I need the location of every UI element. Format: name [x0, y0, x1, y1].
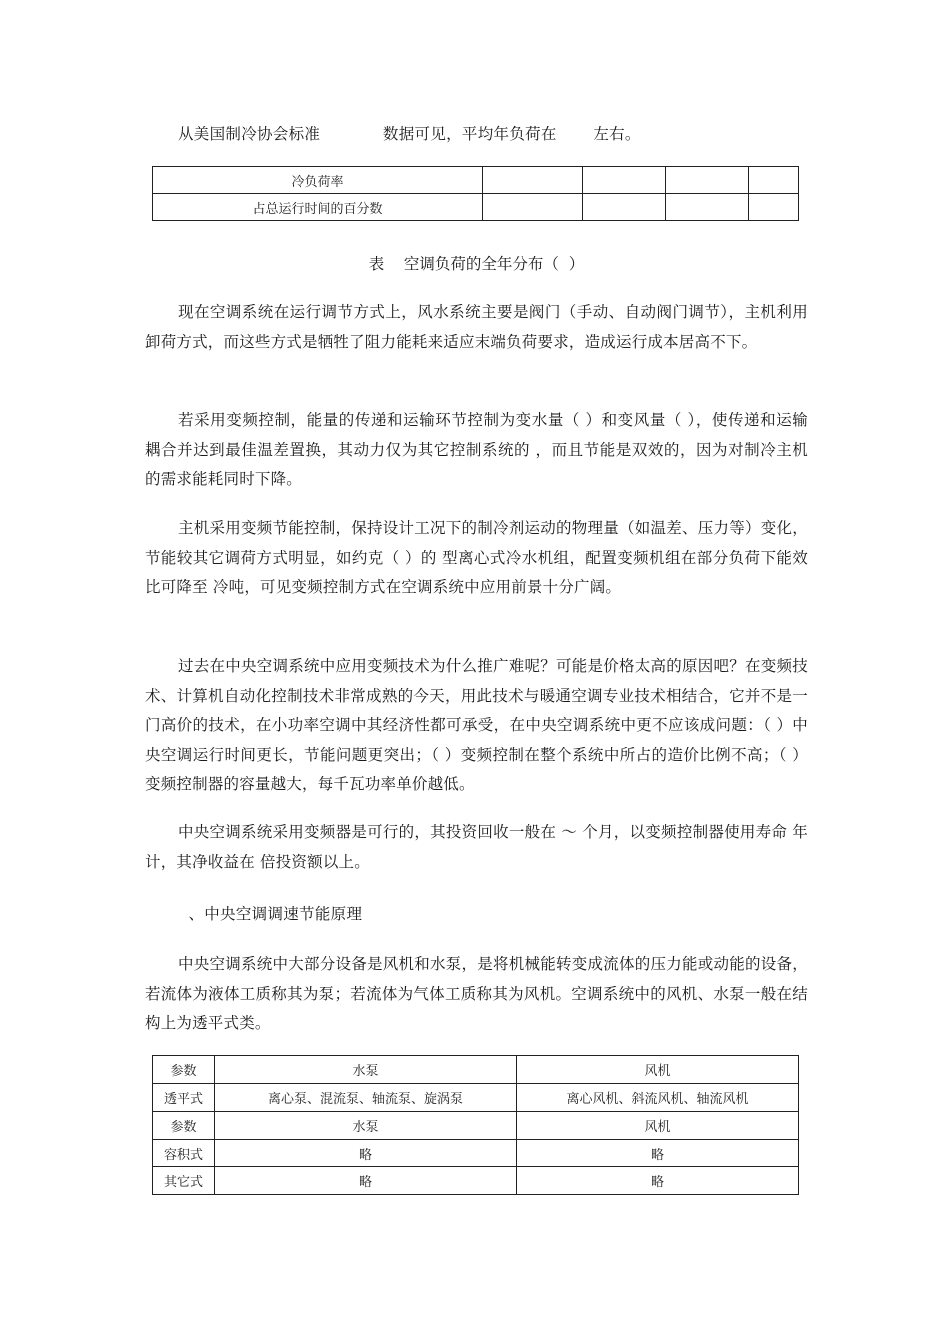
param-cell: 容积式	[153, 1140, 215, 1167]
paragraph-fans-pumps: 中央空调系统中大部分设备是风机和水泵，是将机械能转变成流体的压力能或动能的设备，若流体为液体工质称其为泵；若流体为气体工质称其为风机。空调系统中的风机、水泵一般在结构上为透平式类。	[145, 955, 808, 1032]
intro-line: 从美国制冷协会标准 数据可见，平均年负荷在 左右。	[178, 125, 641, 143]
table-row	[153, 1056, 799, 1084]
table-row	[153, 1112, 799, 1140]
fan-cell: 略	[517, 1140, 799, 1167]
table-row	[153, 1167, 799, 1195]
table-cell	[483, 194, 583, 221]
row-label: 冷负荷率	[153, 167, 483, 194]
pump-cell: 略	[215, 1167, 517, 1195]
load-distribution-table	[152, 166, 799, 221]
paragraph-variable-frequency: 若采用变频控制，能量的传递和运输环节控制为变水量（ ）和变风量（ ），使传递和运输耦合并达到最佳温差置换，其动力仅为其它控制系统的 ，而且节能是双效的，因为对制冷主机的需求能耗同时下降。	[145, 411, 808, 488]
param-cell: 参数	[153, 1056, 215, 1084]
fan-cell: 略	[517, 1167, 799, 1195]
paragraph-valve-control: 现在空调系统在运行调节方式上，风水系统主要是阀门（手动、自动阀门调节），主机利用卸荷方式，而这些方式是牺牲了阻力能耗来适应末端负荷要求，造成运行成本居高不下。	[145, 303, 808, 351]
fan-cell: 风机	[517, 1056, 799, 1084]
table-cell	[583, 194, 666, 221]
table-cell	[749, 167, 799, 194]
paragraph-payback: 中央空调系统采用变频器是可行的，其投资回收一般在 ～ 个月，以变频控制器使用寿命 年计，其净收益在 倍投资额以上。	[145, 823, 808, 871]
section-heading: 、中央空调调速节能原理	[178, 905, 363, 923]
param-cell: 透平式	[153, 1084, 215, 1112]
param-cell: 参数	[153, 1112, 215, 1140]
table-cell	[483, 167, 583, 194]
pump-cell: 略	[215, 1140, 517, 1167]
pump-cell: 水泵	[215, 1112, 517, 1140]
fan-cell: 风机	[517, 1112, 799, 1140]
pump-cell: 离心泵、混流泵、轴流泵、旋涡泵	[215, 1084, 517, 1112]
table-cell	[583, 167, 666, 194]
row-label: 占总运行时间的百分数	[153, 194, 483, 221]
pump-cell: 水泵	[215, 1056, 517, 1084]
table-row	[153, 1084, 799, 1112]
paragraph-host-control: 主机采用变频节能控制，保持设计工况下的制冷剂运动的物理量（如温差、压力等）变化，节能较其它调荷方式明显，如约克（ ）的 型离心式冷水机组，配置变频机组在部分负荷下能效比可降至 冷吨，可见变频控制方式在空调系统中应用前景十分广阔。	[145, 519, 808, 596]
paragraph-promotion: 过去在中央空调系统中应用变频技术为什么推广难呢？可能是价格太高的原因吧？在变频技术、计算机自动化控制技术非常成熟的今天，用此技术与暖通空调专业技术相结合，它并不是一门高价的技术，在小功率空调中其经济性都可承受，在中央空调系统中更不应该成问题：（ ）中央空调运行时间更长，节能问题更突出；（ ）变频控制在整个系统中所占的造价比例不高；（ ）变频控制器的容量越大，每千瓦功率单价越低。	[145, 657, 808, 793]
table-cell	[666, 167, 749, 194]
table-row	[153, 1140, 799, 1167]
fan-cell: 离心风机、斜流风机、轴流风机	[517, 1084, 799, 1112]
table-caption: 表 空调负荷的全年分布（ ）	[368, 255, 585, 273]
table-row	[153, 194, 799, 221]
table-cell	[666, 194, 749, 221]
equipment-type-table	[152, 1055, 799, 1195]
param-cell: 其它式	[153, 1167, 215, 1195]
table-row	[153, 167, 799, 194]
table-cell	[749, 194, 799, 221]
